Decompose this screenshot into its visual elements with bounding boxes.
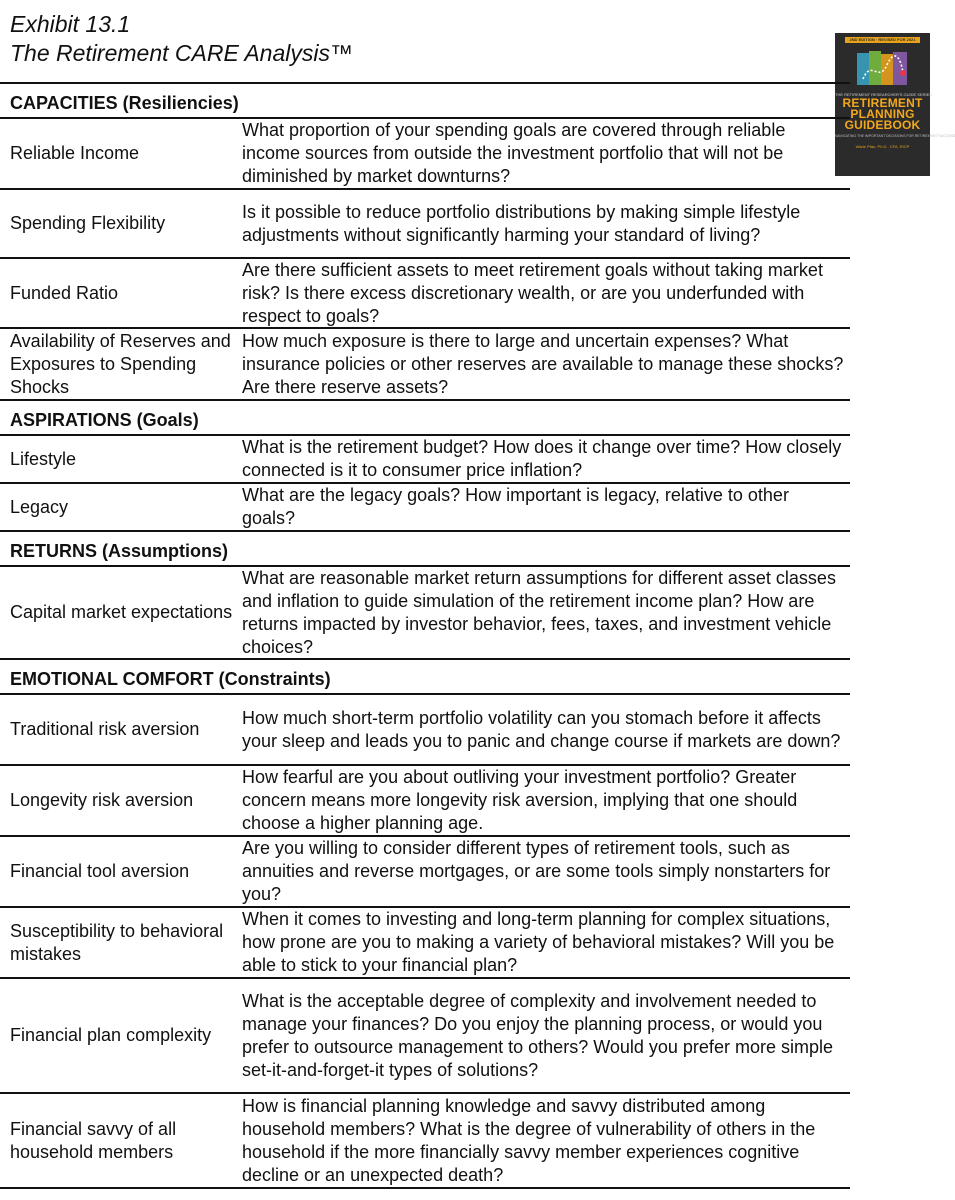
row-label: Funded Ratio [10, 282, 119, 303]
table-row [0, 484, 850, 532]
row-question: How much exposure is there to large and uncertain expenses? What insurance policies or other reserves are available to manage these shocks? Are there reserve assets? [242, 330, 844, 397]
row-question: Is it possible to reduce portfolio distributions by making simple lifestyle adjustments without significantly harming your standard of living? [242, 201, 801, 245]
row-question: How fearful are you about outliving your investment portfolio? Greater concern means more longevity risk aversion, implying that one should choose a higher planning age. [242, 767, 798, 833]
row-question: How is financial planning knowledge and savvy distributed among household members? What is the degree of vulnerability of others in the household if the more financially savvy member experiences cognitive decline or an unexpected death? [242, 1095, 816, 1185]
table-row [0, 1094, 850, 1189]
row-label: Longevity risk aversion [10, 790, 194, 810]
row-label: Capital market expectations [10, 602, 233, 622]
table-row [0, 837, 850, 908]
row-question: What proportion of your spending goals are covered through reliable income sources from outside the investment portfolio that will not be diminished by market downturns? [242, 120, 786, 186]
row-question: When it comes to investing and long-term planning for complex situations, how prone are you to making a variety of behavioral mistakes? Will you be able to stick to your financial plan? [242, 909, 835, 975]
cover-series: THE RETIREMENT RESEARCHER'S GUIDE SERIES [835, 92, 932, 97]
row-question: Are there sufficient assets to meet retirement goals without taking market risk? Is there excess discretionary wealth, or are you underfunded with respect to goals? [242, 259, 823, 326]
row-label: Spending Flexibility [10, 213, 166, 233]
row-label: Traditional risk aversion [10, 719, 200, 739]
table-row [0, 979, 850, 1094]
table-row [0, 766, 850, 837]
table-row [0, 329, 850, 401]
row-label: Financial plan complexity [10, 1025, 212, 1045]
row-question: What is the retirement budget? How does it change over time? How closely connected is it to consumer price inflation? [242, 437, 842, 480]
cover-banner: 2ND EDITION · REVISED FOR 2021 [845, 37, 920, 43]
cover-title-line: GUIDEBOOK [844, 118, 921, 132]
row-label: Reliable Income [10, 143, 140, 163]
section-heading-emotional-comfort: EMOTIONAL COMFORT (Constraints) [0, 660, 850, 695]
cover-title-line: PLANNING [850, 107, 915, 121]
row-question: Are you willing to consider different types of retirement tools, such as annuities and reverse mortgages, or are some tools simply nonstarters for you? [242, 838, 831, 904]
table-row [0, 567, 850, 660]
row-label: Financial savvy of all household members [10, 1118, 177, 1162]
table-row [0, 119, 850, 190]
cover-map-graphic [855, 49, 911, 89]
table-row [0, 695, 850, 766]
row-question: What is the acceptable degree of complexity and involvement needed to manage your finances? Do you enjoy the planning process, or would you prefer to outsource management to others? Would you prefer more simple set-it-and-forget-it types of solutions? [242, 990, 833, 1080]
exhibit-title: The Retirement CARE Analysis™ [10, 40, 353, 66]
care-analysis-table [0, 82, 850, 1189]
table-row [0, 436, 850, 484]
exhibit-heading [10, 10, 353, 68]
cover-author: Wade Pfau, Ph.D., CFA, RICP [855, 144, 910, 149]
row-label: Susceptibility to behavioral mistakes [10, 920, 224, 964]
section-heading-aspirations: ASPIRATIONS (Goals) [0, 401, 850, 436]
row-label: Financial tool aversion [10, 861, 190, 881]
row-label: Lifestyle [10, 448, 77, 469]
row-label: Legacy [10, 496, 69, 517]
row-question: What are reasonable market return assumptions for different asset classes and inflation to guide simulation of the retirement income plan? How are returns impacted by investor behavior, fees, taxes, and investment vehicle choices? [242, 567, 836, 657]
row-question: How much short-term portfolio volatility can you stomach before it affects your sleep and leads you to panic and change course if markets are down? [242, 707, 841, 751]
row-question: What are the legacy goals? How important is legacy, relative to other goals? [242, 485, 789, 528]
cover-title-line: RETIREMENT [842, 96, 923, 110]
row-label: Availability of Reserves and Exposures to Spending Shocks [10, 330, 231, 397]
table-row [0, 908, 850, 979]
table-row [0, 190, 850, 259]
cover-subtitle: NAVIGATING THE IMPORTANT DECISIONS FOR RETIREMENT SUCCESS [835, 134, 955, 138]
exhibit-number: Exhibit 13.1 [10, 11, 131, 37]
section-heading-returns: RETURNS (Assumptions) [0, 532, 850, 567]
table-row [0, 259, 850, 329]
section-heading-capacities: CAPACITIES (Resiliencies) [0, 84, 850, 119]
